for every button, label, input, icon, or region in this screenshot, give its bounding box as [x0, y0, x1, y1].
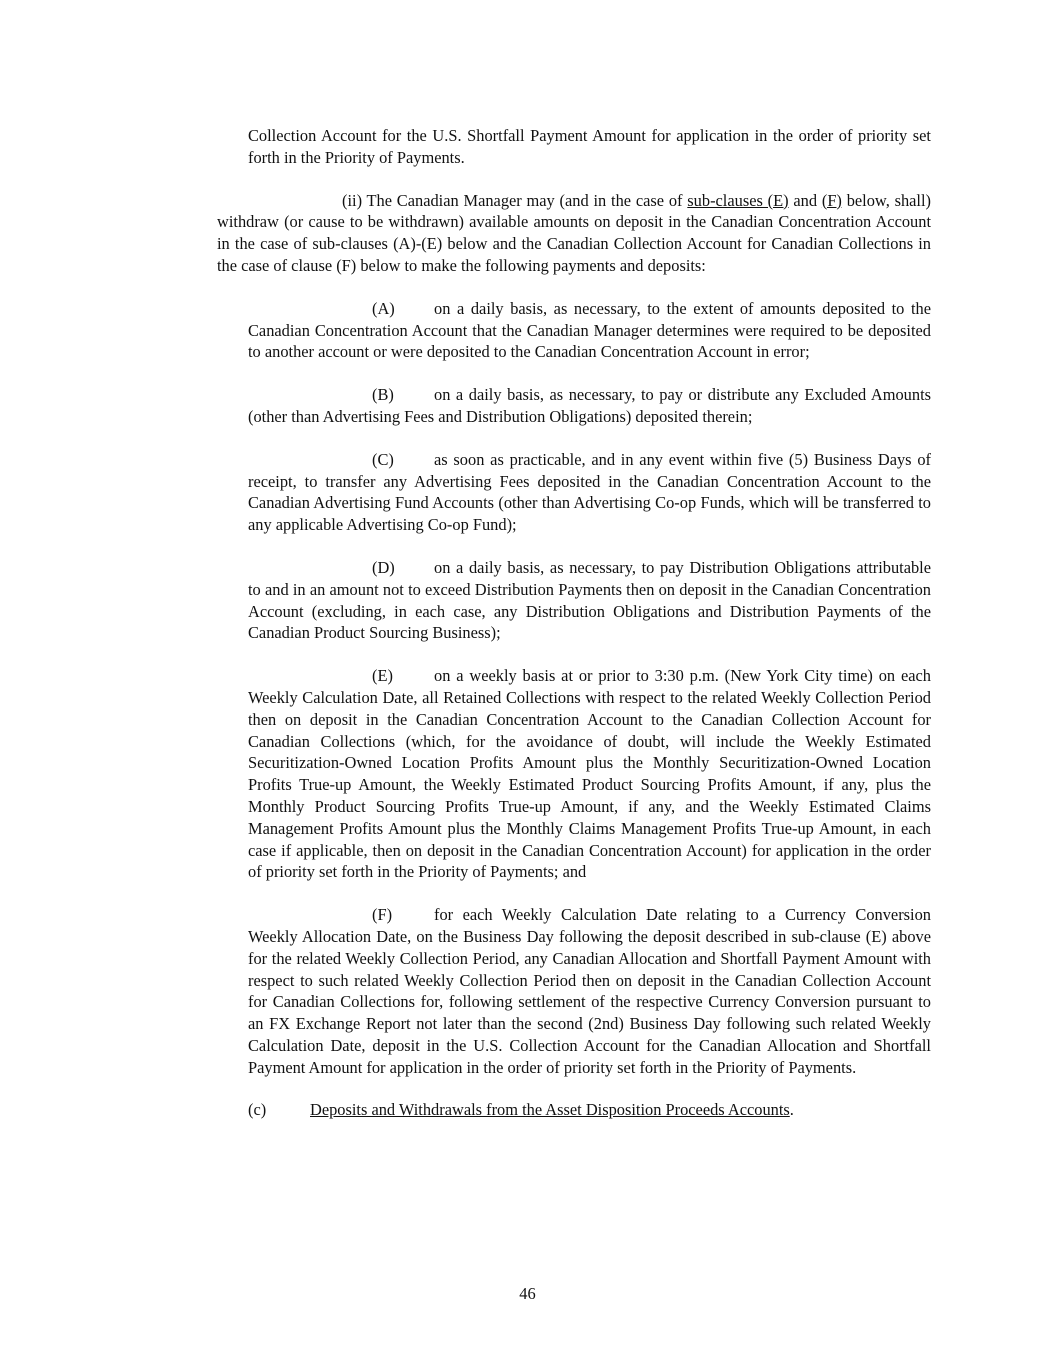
subclause-e-text: on a weekly basis at or prior to 3:30 p.m. (New York City time) on each Weekly Calculation Date, all Retained Collections with respect to the related Weekly Collection Period then on deposit in the Canadian Concentration Account to the Canadian Collection Account for Canadian Collections (which, for the avoidance of doubt, will include the Weekly Estimated Securitization-Owned Location Profits Amount plus the Monthly Securitization-Owned Location Profits True-up Amount, the Weekly Estimated Product Sourcing Profits Amount, if any, plus the Monthly Product Sourcing Profits True-up Amount, if any, and the Weekly Estimated Claims Management Profits Amount plus the Monthly Claims Management Profits True-up Amount, in each case if applicable, then on deposit in the Canadian Concentration Account) for application in the order of priority set forth in the Priority of Payments; and [248, 666, 931, 882]
subclause-e [217, 665, 931, 883]
subclause-d-label: (D) [372, 557, 395, 577]
subclause-c-text: as soon as practicable, and in any event within five (5) Business Days of receipt, to transfer any Advertising Fees deposited in the Canadian Concentration Account to the Canadian Advertising Fund Accounts (other than Advertising Co-op Funds, which will be transferred to any applicable Advertising Co-op Fund); [248, 449, 931, 535]
subclause-f-label: (F) [372, 905, 393, 925]
cross-reference-sub-clause-e: sub-clauses (E) [687, 190, 789, 210]
subclause-b-label: (B) [372, 385, 394, 405]
subclause-f-text: for each Weekly Calculation Date relating to a Currency Conversion Weekly Allocation Date, on the Business Day following the deposit described in sub-clause (E) above for the related Weekly Collection Period, any Canadian Allocation and Shortfall Payment Amount with respect to such related Weekly Collection Period then on deposit in the Canadian Collection Account for Canadian Collections for, following settlement of the respective Currency Conversion pursuant to an FX Exchange Report not later than the second (2nd) Business Day following such related Weekly Calculation Date, deposit in the U.S. Collection Account for the Canadian Allocation and Shortfall Payment Amount for application in the order of priority set forth in the Priority of Payments. [248, 905, 931, 1077]
subclause-a [217, 298, 931, 363]
document-body [217, 125, 931, 1121]
section-c-label: (c) [248, 1100, 267, 1120]
subclause-d-text: on a daily basis, as necessary, to pay Distribution Obligations attributable to and in an amount not to exceed Distribution Payments then on deposit in the Canadian Concentration Account (excluding, in each case, any Distribution Obligations and Distribution Payments of the Canadian Product Sourcing Business); [248, 557, 931, 643]
page-number: 46 [519, 1284, 536, 1303]
subclause-a-text: on a daily basis, as necessary, to the extent of amounts deposited to the Canadian Concentration Account that the Canadian Manager determines were required to be deposited to another account or were deposited to the Canadian Concentration Account in error; [248, 298, 931, 362]
subclause-c [217, 449, 931, 536]
subclause-c-label: (C) [372, 449, 394, 469]
subclause-a-label: (A) [372, 298, 395, 318]
clause-ii-rest: below, shall) withdraw (or cause to be withdrawn) available amounts on deposit in the Canadian Concentration Account in the case of sub-clauses (A)-(E) below and the Canadian Collection Account for Canadian Collections in the case of clause (F) below to make the following payments and deposits: [217, 190, 932, 275]
subclause-b-text: on a daily basis, as necessary, to pay or distribute any Excluded Amounts (other than Advertising Fees and Distribution Obligations) deposited therein; [248, 385, 931, 426]
subclause-e-label: (E) [372, 666, 393, 686]
continuation-paragraph: Collection Account for the U.S. Shortfall Payment Amount for application in the order of priority set forth in the Priority of Payments. [248, 126, 931, 167]
clause-ii-and: and [788, 190, 822, 210]
subclause-b [217, 384, 931, 428]
section-c-title: Deposits and Withdrawals from the Asset Disposition Proceeds Accounts [310, 1100, 790, 1120]
section-c-period: . [789, 1100, 794, 1120]
cross-reference-f: (F) [821, 190, 842, 210]
clause-ii-paragraph [217, 190, 931, 277]
subclause-f [217, 904, 931, 1078]
subclause-d [217, 557, 931, 644]
clause-ii-lead: (ii) The Canadian Manager may (and in the case of [342, 190, 688, 210]
section-c-heading [217, 1099, 931, 1121]
